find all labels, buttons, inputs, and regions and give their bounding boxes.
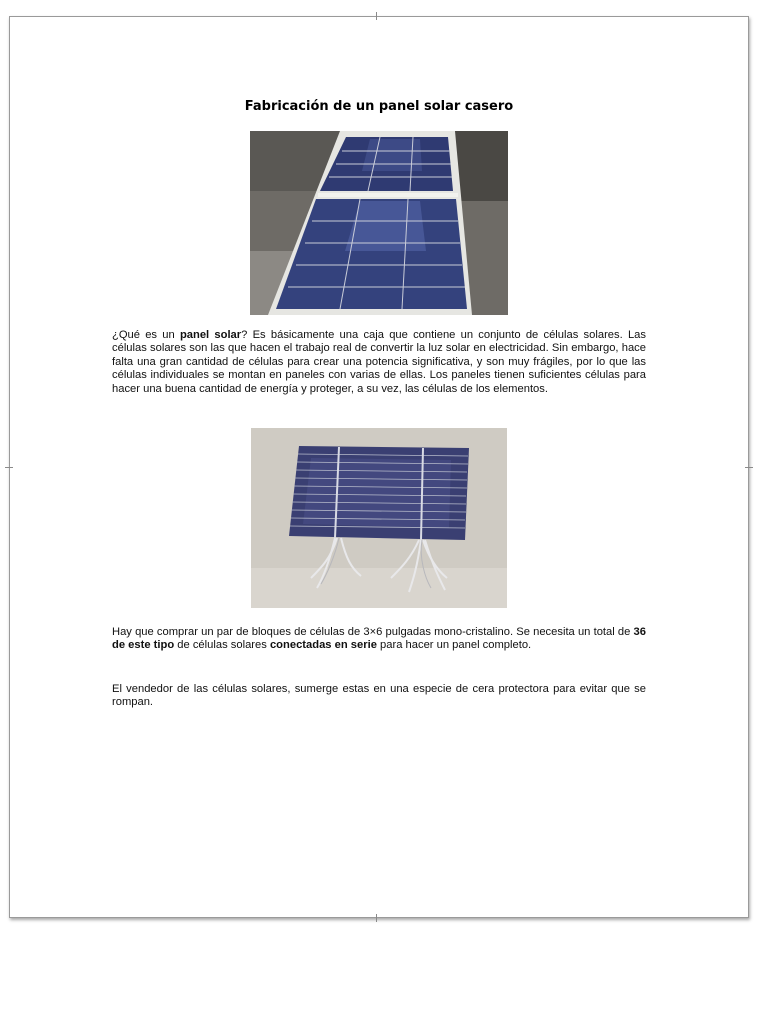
- text-run: para hacer un panel completo.: [376, 639, 532, 652]
- text-run: ¿Qué es un: [112, 329, 180, 341]
- text-run: Hay que comprar un par de bloques de células de 3×6 pulgadas mono-cristalino. Se necesita un total de: [112, 626, 634, 638]
- crop-mark-left: [5, 467, 13, 468]
- solar-cell-photo: [251, 428, 507, 608]
- crop-mark-right: [745, 467, 753, 468]
- bold-term-panel-solar: panel solar: [179, 329, 242, 341]
- crop-mark-top: [376, 12, 377, 20]
- crop-mark-bottom: [376, 914, 377, 922]
- text-run: ? Es básicamente una caja que contiene un conjunto de células solares. Las células solares son las que hacen el trabajo real de convertir la luz solar en electricidad. Sin embargo, hace falta una gran cantidad de células para crear una potencia significativa, y son muy frágiles, por lo que las células individuales se montan en paneles con varias de ellas. Los paneles tienen suficientes células para hacer una buena cantidad de energía y proteger, a su vez, las células de los elementos.: [112, 329, 646, 395]
- paragraph-intro: [112, 329, 646, 396]
- paragraph-wax: El vendedor de las células solares, sumerge estas en una especie de cera protectora para evitar que se rompan.: [112, 683, 646, 709]
- bold-term-36-cells: 36 de este tipo: [112, 626, 646, 652]
- text-run: de células solares: [174, 639, 270, 652]
- paragraph-purchase: [112, 626, 646, 653]
- document-page: [9, 16, 749, 918]
- document-title: Fabricación de un panel solar casero: [244, 99, 514, 114]
- solar-panel-photo: [250, 131, 508, 315]
- bold-term-series: conectadas en serie: [269, 639, 377, 652]
